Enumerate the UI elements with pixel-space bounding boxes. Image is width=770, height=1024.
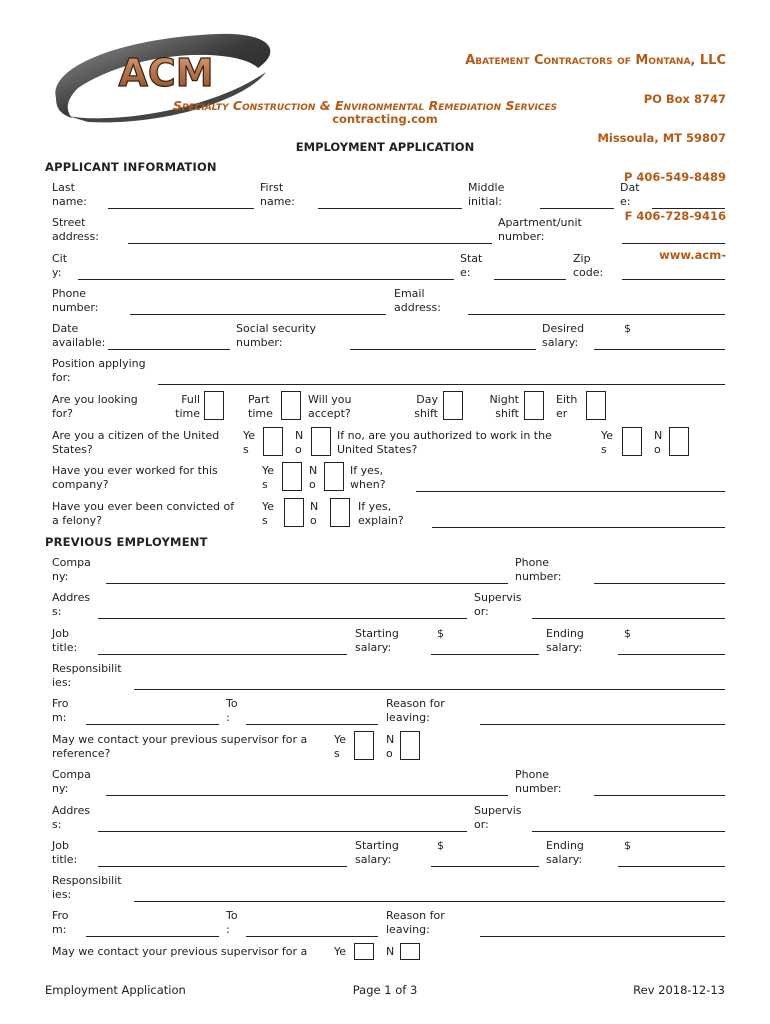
company-phone-label: Phone number: <box>515 768 562 795</box>
ending-salary-dollar: $ <box>624 839 631 852</box>
company-phone-field[interactable] <box>594 795 725 796</box>
middle-initial-field[interactable] <box>540 208 614 209</box>
day-shift-label: Day shift <box>414 393 438 420</box>
job-title-field[interactable] <box>98 866 347 867</box>
either-label: Eith er <box>556 393 578 420</box>
section-applicant: APPLICANT INFORMATION <box>45 160 217 174</box>
company-label: Compa ny: <box>52 556 91 583</box>
email-field[interactable] <box>468 314 725 315</box>
contact-yes-checkbox[interactable] <box>354 731 374 760</box>
contact-yes-checkbox[interactable] <box>354 943 374 960</box>
ending-salary-field[interactable] <box>618 654 725 655</box>
starting-salary-label: Starting salary: <box>355 627 399 654</box>
contact-supervisor-label: May we contact your previous supervisor for a reference? <box>52 733 308 760</box>
date-label: Dat e: <box>620 181 640 208</box>
reason-label: Reason for leaving: <box>386 697 445 724</box>
starting-salary-label: Starting salary: <box>355 839 399 866</box>
desired-salary-field[interactable] <box>594 349 725 350</box>
worked-no-checkbox[interactable] <box>324 462 344 491</box>
from-field[interactable] <box>86 936 219 937</box>
supervisor-label: Supervis or: <box>474 591 522 618</box>
citizen-yes-checkbox[interactable] <box>263 427 283 456</box>
worked-when-field[interactable] <box>416 491 725 492</box>
citizen-label: Are you a citizen of the United States? <box>52 429 220 456</box>
contact-no-label: N <box>386 945 395 958</box>
address-label: Addres s: <box>52 591 91 618</box>
supervisor-field[interactable] <box>532 831 725 832</box>
ssn-field[interactable] <box>350 349 536 350</box>
day-shift-checkbox[interactable] <box>443 391 463 420</box>
from-label: Fro m: <box>52 697 69 724</box>
section-previous-employment: PREVIOUS EMPLOYMENT <box>45 535 208 549</box>
phone-label: Phone number: <box>52 287 99 314</box>
convicted-explain-field[interactable] <box>432 527 725 528</box>
from-label: Fro m: <box>52 909 69 936</box>
page-title: EMPLOYMENT APPLICATION <box>295 140 475 154</box>
to-label: To : <box>226 697 238 724</box>
starting-salary-dollar: $ <box>437 627 444 640</box>
supervisor-field[interactable] <box>532 618 725 619</box>
zip-label: Zip code: <box>573 252 604 279</box>
contact-yes-label: Ye s <box>334 733 347 760</box>
ending-salary-dollar: $ <box>624 627 631 640</box>
ssn-label: Social security number: <box>236 322 317 349</box>
city-label: Cit y: <box>52 252 68 279</box>
starting-salary-dollar: $ <box>437 839 444 852</box>
convicted-label: Have you ever been convicted of a felony? <box>52 500 235 527</box>
responsibilities-label: Responsibilit ies: <box>52 874 122 901</box>
authorized-no-label: N o <box>654 429 663 456</box>
desired-salary-dollar: $ <box>624 322 631 335</box>
night-shift-checkbox[interactable] <box>524 391 544 420</box>
state-label: Stat e: <box>460 252 483 279</box>
company-phone-field[interactable] <box>594 583 725 584</box>
to-label: To : <box>226 909 238 936</box>
middle-initial-label: Middle initial: <box>468 181 505 208</box>
company-web[interactable]: www.acm- <box>659 248 726 262</box>
position-label: Position applying for: <box>52 357 146 384</box>
company-phone: P 406-549-8489 <box>624 170 726 184</box>
street-field[interactable] <box>128 243 492 244</box>
convicted-no-checkbox[interactable] <box>330 498 350 527</box>
apartment-label: Apartment/unit number: <box>498 216 582 243</box>
citizen-no-checkbox[interactable] <box>311 427 331 456</box>
company-fax: F 406-728-9416 <box>624 209 726 223</box>
if-yes-when-label: If yes, when? <box>350 464 386 491</box>
ending-salary-field[interactable] <box>618 866 725 867</box>
responsibilities-field[interactable] <box>134 689 725 690</box>
responsibilities-field[interactable] <box>134 901 725 902</box>
svg-text:ACM: ACM <box>118 51 214 95</box>
last-name-field[interactable] <box>108 208 254 209</box>
desired-salary-label: Desired salary: <box>542 322 585 349</box>
citizen-yes-label: Ye s <box>243 429 256 456</box>
footer-document-name: Employment Application <box>45 983 186 997</box>
po-box: PO Box 8747 <box>643 92 726 106</box>
worked-before-label: Have you ever worked for this company? <box>52 464 218 491</box>
address-label: Addres s: <box>52 804 91 831</box>
company-field[interactable] <box>106 583 508 584</box>
contact-no-label: N o <box>386 733 395 760</box>
reason-field[interactable] <box>480 936 725 937</box>
reason-label: Reason for leaving: <box>386 909 445 936</box>
part-time-checkbox[interactable] <box>281 391 301 420</box>
job-title-label: Job title: <box>52 627 78 654</box>
company-name: Abatement Contractors of Montana, LLC <box>465 53 726 68</box>
convicted-yes-label: Ye s <box>262 500 275 527</box>
position-field[interactable] <box>158 384 725 385</box>
ending-salary-label: Ending salary: <box>546 627 584 654</box>
to-field[interactable] <box>246 724 378 725</box>
contact-supervisor-label: May we contact your previous supervisor for a <box>52 945 308 958</box>
supervisor-label: Supervis or: <box>474 804 522 831</box>
ending-salary-label: Ending salary: <box>546 839 584 866</box>
company-web-cont[interactable]: contracting.com <box>332 112 438 126</box>
authorized-label: If no, are you authorized to work in the United States? <box>337 429 552 456</box>
worked-yes-label: Ye s <box>262 464 275 491</box>
address-field[interactable] <box>98 831 467 832</box>
street-label: Street address: <box>52 216 99 243</box>
full-time-checkbox[interactable] <box>204 391 224 420</box>
convicted-yes-checkbox[interactable] <box>284 498 304 527</box>
starting-salary-field[interactable] <box>431 866 539 867</box>
reason-field[interactable] <box>480 724 725 725</box>
address-field[interactable] <box>98 618 467 619</box>
date-available-field[interactable] <box>108 349 230 350</box>
footer-revision: Rev 2018-12-13 <box>633 983 725 997</box>
part-time-label: Part time <box>248 393 273 420</box>
apartment-field[interactable] <box>622 243 725 244</box>
authorized-yes-checkbox[interactable] <box>622 427 642 456</box>
starting-salary-field[interactable] <box>431 654 539 655</box>
first-name-field[interactable] <box>318 208 462 209</box>
convicted-no-label: N o <box>310 500 319 527</box>
job-title-field[interactable] <box>98 654 347 655</box>
from-field[interactable] <box>86 724 219 725</box>
looking-for-label: Are you looking for? <box>52 393 138 420</box>
company-label: Compa ny: <box>52 768 91 795</box>
responsibilities-label: Responsibilit ies: <box>52 662 122 689</box>
authorized-yes-label: Ye s <box>601 429 614 456</box>
full-time-label: Full time <box>175 393 200 420</box>
date-field[interactable] <box>652 208 725 209</box>
worked-no-label: N o <box>309 464 318 491</box>
company-block <box>465 28 726 288</box>
date-available-label: Date available: <box>52 322 106 349</box>
either-checkbox[interactable] <box>586 391 606 420</box>
job-title-label: Job title: <box>52 839 78 866</box>
tagline: Specialty Construction & Environmental Remediation Services <box>173 98 558 113</box>
if-yes-explain-label: If yes, explain? <box>358 500 404 527</box>
city-field[interactable] <box>78 279 454 280</box>
citizen-no-label: N o <box>295 429 304 456</box>
night-shift-label: Night shift <box>489 393 519 420</box>
zip-field[interactable] <box>622 279 725 280</box>
company-field[interactable] <box>106 795 508 796</box>
contact-yes-label: Ye <box>334 945 347 958</box>
will-accept-label: Will you accept? <box>308 393 352 420</box>
contact-no-checkbox[interactable] <box>400 943 420 960</box>
state-field[interactable] <box>494 279 566 280</box>
worked-yes-checkbox[interactable] <box>282 462 302 491</box>
phone-field[interactable] <box>130 314 386 315</box>
company-city: Missoula, MT 59807 <box>597 131 726 145</box>
footer-page-number: Page 1 of 3 <box>352 983 418 997</box>
company-phone-label: Phone number: <box>515 556 562 583</box>
contact-no-checkbox[interactable] <box>400 731 420 760</box>
to-field[interactable] <box>246 936 378 937</box>
email-label: Email address: <box>394 287 441 314</box>
authorized-no-checkbox[interactable] <box>669 427 689 456</box>
first-name-label: First name: <box>260 181 295 208</box>
last-name-label: Last name: <box>52 181 87 208</box>
